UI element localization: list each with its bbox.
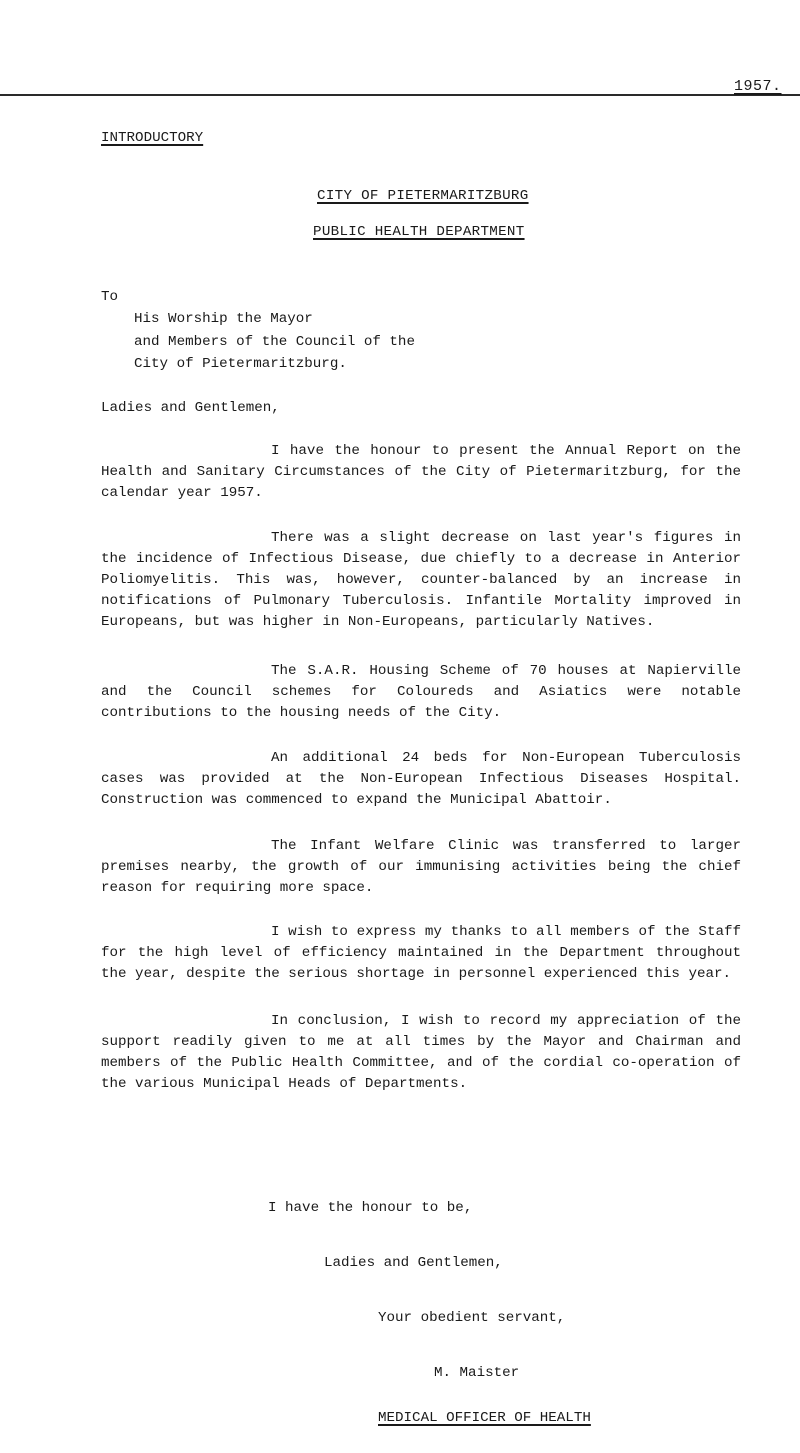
salutation: Ladies and Gentlemen, (101, 400, 280, 416)
paragraph-report-intro: I have the honour to present the Annual Report on the Health and Sanitary Circumstances of the City of Pietermaritzburg, for the calendar year 1957. (101, 443, 741, 501)
closing-line-3: Your obedient servant, (378, 1310, 566, 1326)
address-line-2: and Members of the Council of the (134, 334, 415, 350)
signatory-title: MEDICAL OFFICER OF HEALTH (378, 1410, 591, 1426)
top-rule (0, 94, 800, 96)
paragraph-infant-welfare: The Infant Welfare Clinic was transferred to larger premises nearby, the growth of our immunising activities being the chief reason for requiring more space. (101, 838, 741, 896)
paragraph-conclusion: In conclusion, I wish to record my appreciation of the support readily given to me at all times by the Mayor and Chairman and members of the Public Health Committee, and of the cordial co-operation of the various Municipal Heads of Departments. (101, 1013, 741, 1092)
address-to: To (101, 289, 119, 305)
closing-line-1: I have the honour to be, (268, 1200, 473, 1216)
report-year: 1957. (734, 78, 782, 95)
paragraph-staff-thanks: I wish to express my thanks to all members of the Staff for the high level of efficiency maintained in the Department throughout the year, despite the serious shortage in personnel experienced this year. (101, 924, 741, 982)
city-heading: CITY OF PIETERMARITZBURG (317, 188, 529, 204)
department-heading: PUBLIC HEALTH DEPARTMENT (313, 224, 525, 240)
address-line-1: His Worship the Mayor (134, 311, 313, 327)
paragraph-housing: The S.A.R. Housing Scheme of 70 houses at Napierville and the Council schemes for Coloureds and Asiatics were notable contributions to the housing needs of the City. (101, 663, 741, 721)
section-heading: INTRODUCTORY (101, 130, 204, 146)
closing-line-2: Ladies and Gentlemen, (324, 1255, 503, 1271)
signatory-name: M. Maister (434, 1365, 520, 1381)
address-line-3: City of Pietermaritzburg. (134, 356, 347, 372)
paragraph-infectious-disease: There was a slight decrease on last year's figures in the incidence of Infectious Disease, due chiefly to a decrease in Anterior Poliomyelitis. This was, however, counter-balanced by an increase in notifications of Pulmonary Tuberculosis. Infantile Mortality improved in Europeans, but was higher in Non-Europeans, particularly Natives. (101, 530, 741, 630)
paragraph-hospital-beds: An additional 24 beds for Non-European Tuberculosis cases was provided at the Non-European Infectious Diseases Hospital. Construction was commenced to expand the Municipal Abattoir. (101, 750, 741, 808)
